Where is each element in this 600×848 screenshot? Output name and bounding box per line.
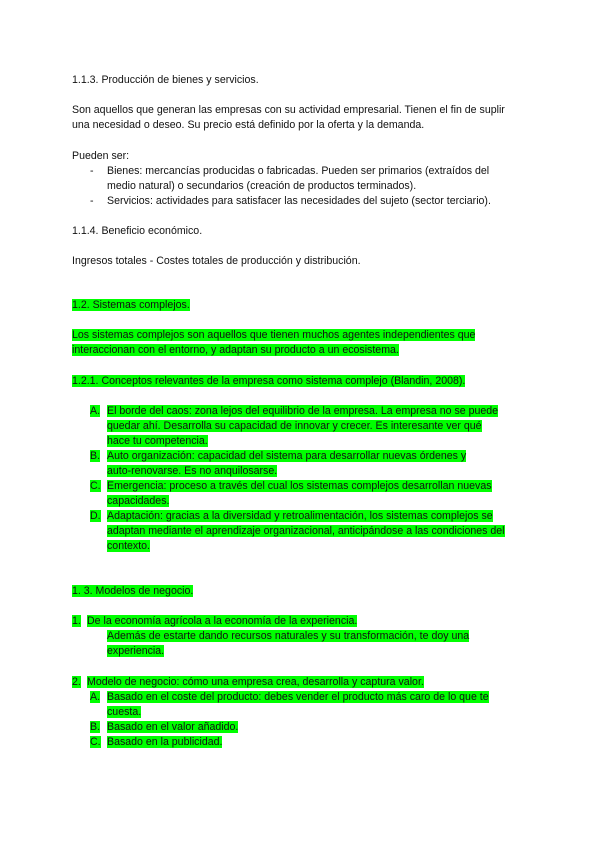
document-page: 1.1.3. Producción de bienes y servicios. Son aquellos que generan las empresas con su actividad empresarial. Tienen el fin de suplir una necesidad o deseo. Su precio está definido por la oferta y la demanda. Pueden ser: - Bienes: mercancías producidas o fabricadas. Pueden ser primarios (extraídos del medio natural) o secundarios (creación de productos terminados). - Servicios: actividades para satisfacer las necesidades del sujeto (sector terciario). 1.1.4. Beneficio económico. Ingresos totales - Costes totales de producción y distribución. 1.2. Sistemas complejos. Los sistemas complejos son aquellos que tienen muchos agentes independientes que interaccionan con el entorno, y adaptan su producto a un ecosistema. 1.2.1. Conceptos relevantes de la empresa como sistema complejo (Blandin, 2008). A. El borde del caos: zona lejos del equilibrio de la empresa. La empresa no se puede quedar ahí. Desarrolla su capacidad de innovar y crecer. Es interesante ver qué hace tu competencia. B. Auto organización: capacidad del sistema para desarrollar nuevas órdenes y auto-renovarse. Es no anquilosarse. C. Emergencia: proceso a través del cual los sistemas complejos desarrollan nuevas capacidades. D. Adaptación: gracias a la diversidad y retroalimentación, los sistemas complejos se adaptan mediante el aprendizaje organizacional, anticipándose a las condiciones del contexto. 1. 3. Modelos de negocio. 1. De la economía agrícola a la economía de la experiencia. Además de estarte dando recursos naturales y su transformación, te doy una experiencia. 2. Modelo de negocio: cómo una empresa crea, desarrolla y captura valor. A. Basado en el coste del producto: debes vender el producto más caro de lo que te cuesta. B. Basado en el valor añadido. C. Basado en la publicidad. [0,0,600,848]
section-heading-1-2: 1.2. Sistemas complejos. [72,299,190,311]
item-marker: 2. [72,676,81,688]
section-paragraph: Los sistemas complejos son aquellos que tienen muchos agentes independientes que interaccionan con el entorno, y adaptan su producto a un ecosistema. [72,329,476,356]
item-marker: C. [90,480,101,492]
section-heading-1-1-3: 1.1.3. Producción de bienes y servicios. [72,74,259,86]
section-heading-1-3: 1. 3. Modelos de negocio. [72,585,194,597]
formula-text: Ingresos totales - Costes totales de producción y distribución. [72,255,361,267]
bullet-marker: - [90,195,94,207]
bullet-marker: - [90,165,94,177]
list-intro: Pueden ser: [72,150,130,162]
item-marker: 1. [72,615,81,627]
item-marker: A. [90,691,101,703]
section-paragraph: Son aquellos que generan las empresas con su actividad empresarial. Tienen el fin de suplir una necesidad o deseo. Su precio está definido por la oferta y la demanda. [72,104,505,131]
item-marker: A. [90,405,101,417]
item-marker: B. [90,450,101,462]
item-marker: B. [90,721,101,733]
item-marker: C. [90,736,101,748]
item-marker: D. [90,510,101,522]
section-heading-1-1-4: 1.1.4. Beneficio económico. [72,225,203,237]
subsection-heading-1-2-1: 1.2.1. Conceptos relevantes de la empresa como sistema complejo (Blandin, 2008). [72,375,466,387]
